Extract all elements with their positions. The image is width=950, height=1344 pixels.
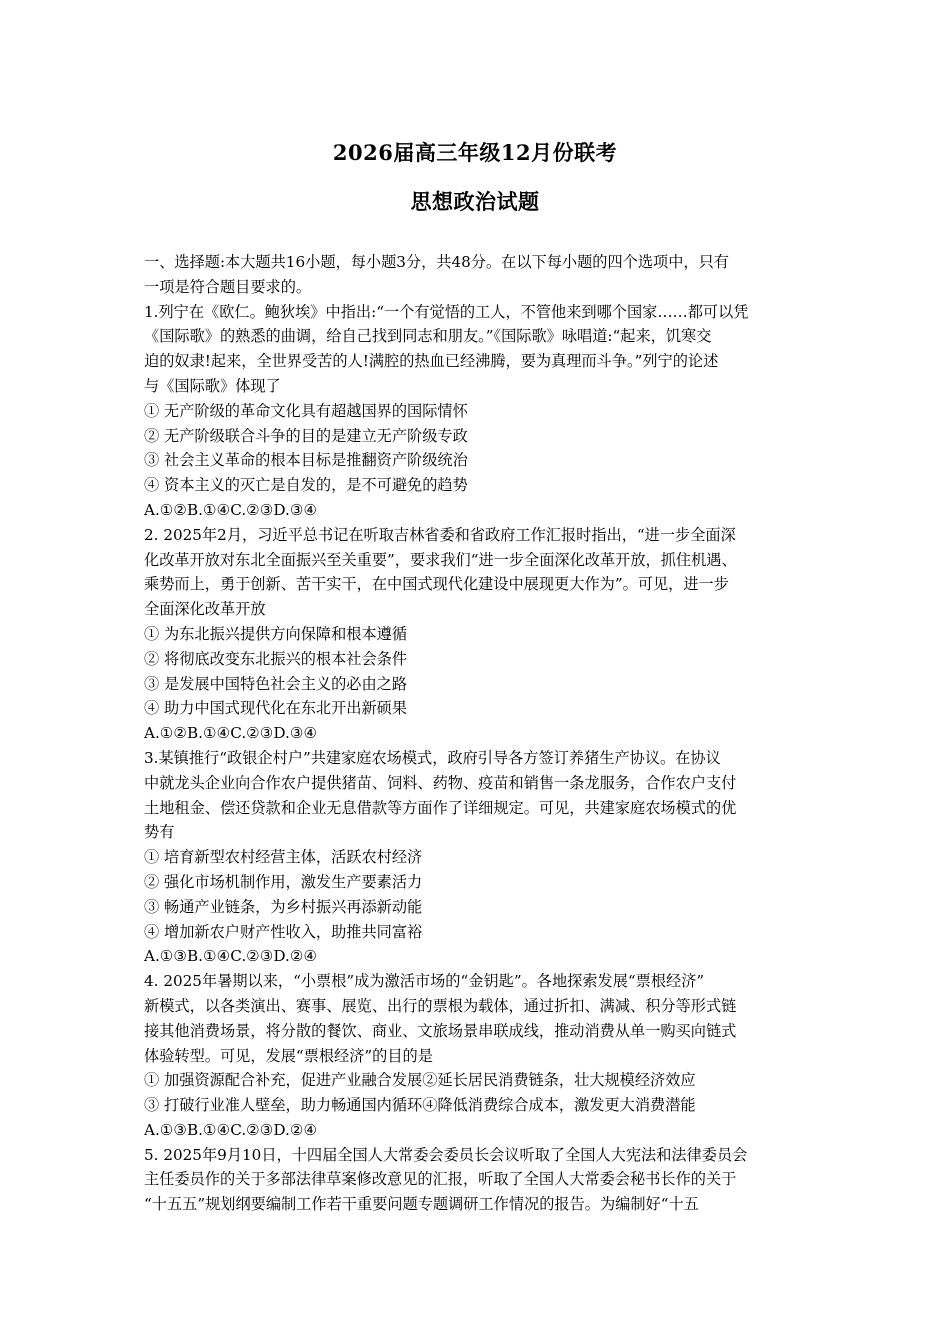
question-3-statement: ④ 增加新农户财产性收入，助推共同富裕 (144, 922, 423, 941)
section-instruction-line: 一项是符合题目要求的。 (144, 277, 312, 296)
question-3-stem: 势有 (144, 823, 175, 842)
question-4-options: A.①③B.①④C.②③D.②④ (144, 1120, 318, 1139)
question-5-stem: “十五五”规划纲要编制工作若干重要问题专题调研工作情况的报告。为编制好“十五 (144, 1195, 699, 1214)
question-2-statement: ① 为东北振兴提供方向保障和根本遵循 (144, 624, 408, 643)
question-3-stem: 中就龙头企业向合作农户提供猪苗、饲料、药物、疫苗和销售一条龙服务，合作农户支付 (144, 773, 737, 792)
question-1-statement: ① 无产阶级的革命文化具有超越国界的国际情怀 (144, 401, 468, 420)
exam-body (144, 250, 809, 1217)
question-2-options: A.①②B.①④C.②③D.③④ (144, 724, 318, 743)
question-4-stem: 接其他消费场景，将分散的餐饮、商业、文旅场景串联成线，推动消费从单一购买向链式 (144, 1021, 737, 1040)
question-2-statement: ② 将彻底改变东北振兴的根本社会条件 (144, 649, 408, 668)
question-4-stem: 新模式，以各类演出、赛事、展览、出行的票根为载体，通过折扣、满减、积分等形式链 (144, 996, 737, 1015)
exam-subject-title: 思想政治试题 (410, 189, 540, 214)
question-1-stem: 《国际歌》的熟悉的曲调，给自己找到同志和朋友。”《国际歌》咏唱道:“起来，饥寒交 (144, 327, 712, 346)
question-1-stem: 迫的奴隶!起来，全世界受苦的人!满腔的热血已经沸腾，要为真理而斗争。”列宁的论述 (144, 352, 719, 371)
question-3-stem: 土地租金、偿还贷款和企业无息借款等方面作了详细规定。可见，共建家庭农场模式的优 (144, 798, 737, 817)
section-instruction-line: 一、选择题:本大题共16小题，每小题3分，共48分。在以下每小题的四个选项中，只有 (144, 253, 729, 271)
question-3-statement: ② 强化市场机制作用，激发生产要素活力 (144, 872, 423, 891)
question-2-statement: ④ 助力中国式现代化在东北开出新硕果 (144, 699, 408, 718)
question-3-statement: ① 培育新型农村经营主体，活跃农村经济 (144, 848, 423, 867)
exam-title: 2026届高三年级12月份联考 (332, 140, 618, 165)
question-1-options: A.①②B.①④C.②③D.③④ (144, 500, 318, 519)
question-1-statement: ③ 社会主义革命的根本目标是推翻资产阶级统治 (144, 451, 468, 470)
question-1-statement: ④ 资本主义的灭亡是自发的，是不可避免的趋势 (144, 476, 468, 495)
question-4-stem: 体验转型。可见，发展“票根经济”的目的是 (144, 1046, 433, 1065)
question-3-options: A.①③B.①④C.②③D.②④ (144, 947, 318, 966)
question-1-stem: 1.列宁在《欧仁。鲍狄埃》中指出:“一个有觉悟的工人，不管他来到哪个国家……都可以凭 (144, 302, 749, 321)
question-2-stem: 乘势而上，勇于创新、苦干实干，在中国式现代化建设中展现更大作为”。可见，进一步 (144, 575, 729, 594)
question-2-statement: ③ 是发展中国特色社会主义的必由之路 (144, 674, 408, 693)
question-2-stem: 2. 2025年2月，习近平总书记在听取吉林省委和省政府工作汇报时指出，“进一步全面深 (144, 525, 736, 544)
question-2-stem: 全面深化改革开放 (144, 600, 266, 619)
question-5-stem: 主任委员作的关于多部法律草案修改意见的汇报，听取了全国人大常委会秘书长作的关于 (144, 1170, 737, 1189)
question-4-statement: ③ 打破行业准人壁垒，助力畅通国内循环④降低消费综合成本，激发更大消费潜能 (144, 1096, 696, 1115)
question-1-statement: ② 无产阶级联合斗争的目的是建立无产阶级专政 (144, 426, 468, 445)
question-3-stem: 3.某镇推行“政银企村户”共建家庭农场模式，政府引导各方签订养猪生产协议。在协议 (144, 748, 721, 767)
question-5-stem: 5. 2025年9月10日，十四届全国人大常委会委员长会议听取了全国人大宪法和法律委员会 (144, 1145, 748, 1164)
question-3-statement: ③ 畅通产业链条，为乡村振兴再添新动能 (144, 897, 423, 916)
question-1-stem: 与《国际歌》体现了 (144, 376, 281, 395)
question-4-stem: 4. 2025年暑期以来，“小票根”成为激活市场的“金钥匙”。各地探索发展“票根经济” (144, 972, 705, 991)
question-2-stem: 化改革开放对东北全面振兴至关重要”，要求我们“进一步全面深化改革开放，抓住机遇、 (144, 550, 737, 569)
question-4-statement: ① 加强资源配合补充，促进产业融合发展②延长居民消费链条，壮大规模经济效应 (144, 1071, 696, 1090)
